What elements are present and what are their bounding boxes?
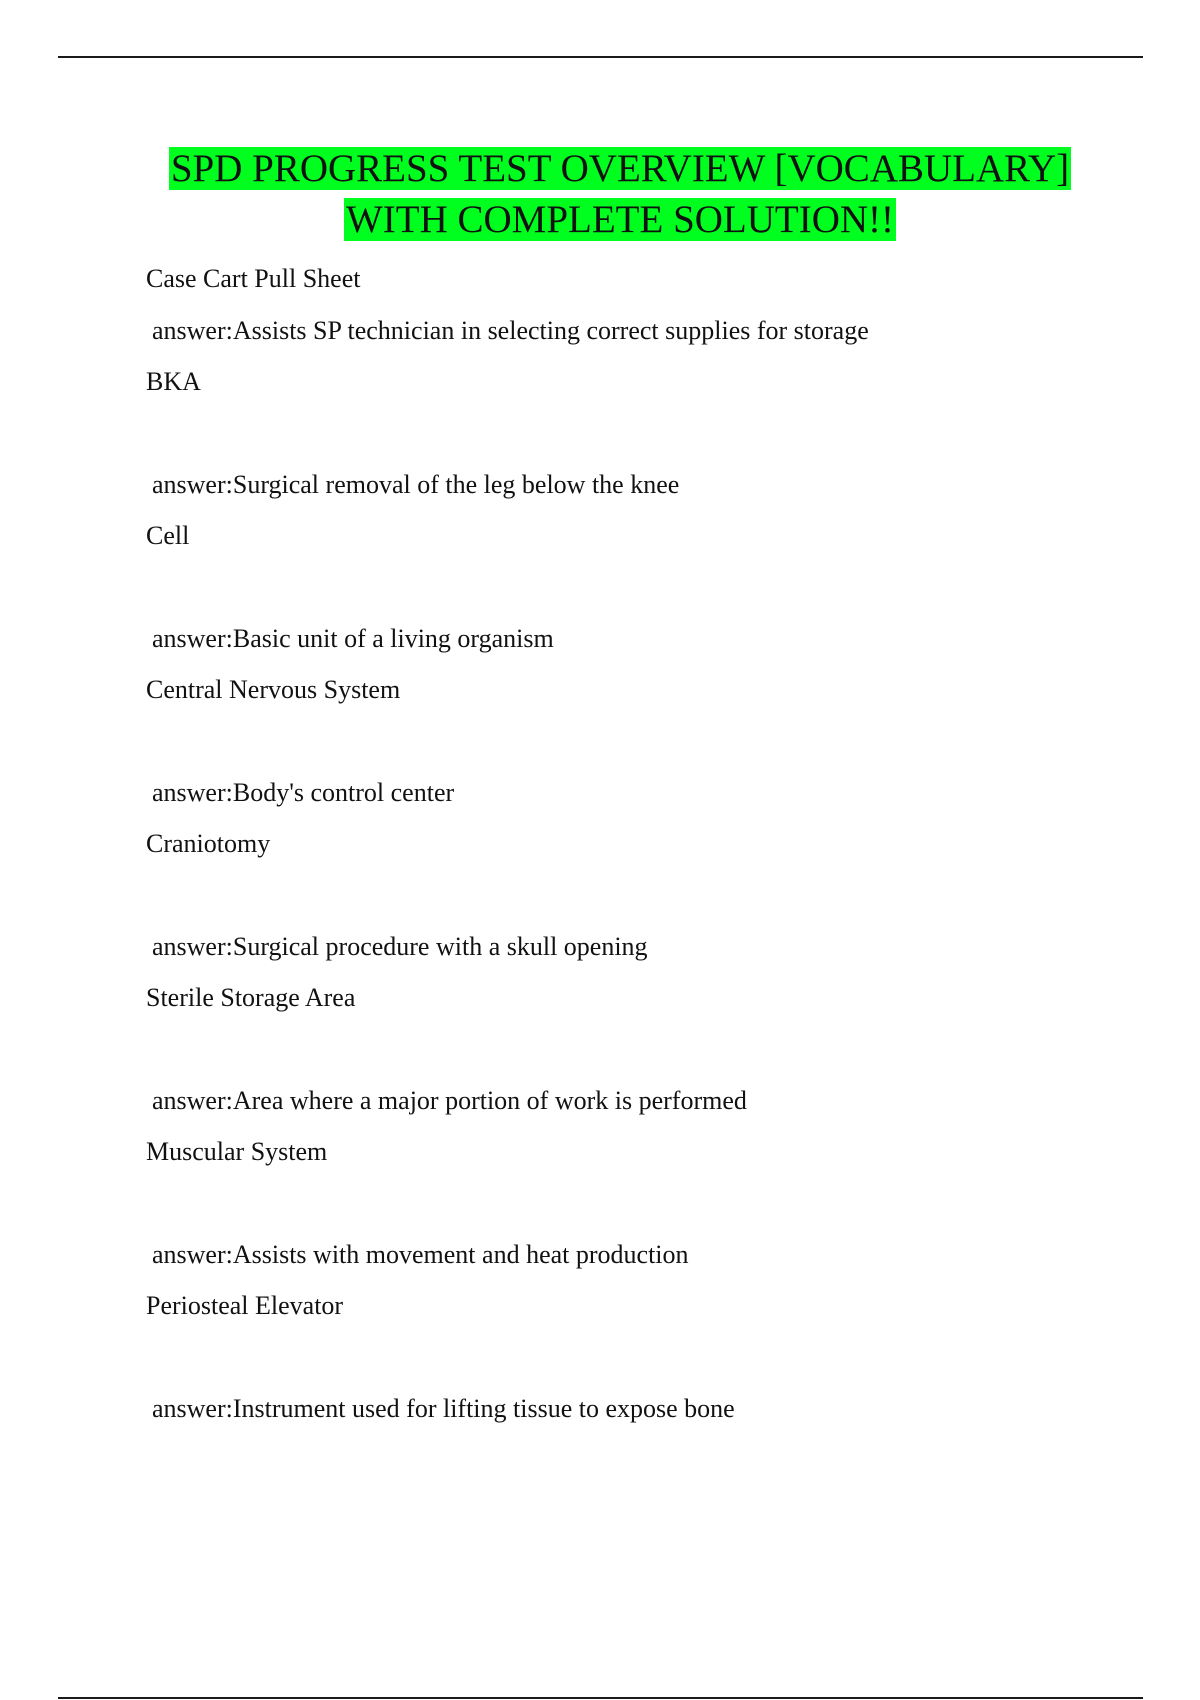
vocab-term: BKA <box>146 367 201 396</box>
vocabulary-list <box>146 258 1126 1439</box>
vocab-answer: answer:Basic unit of a living organism <box>152 624 554 653</box>
bottom-rule <box>58 1697 1143 1699</box>
vocab-term: Case Cart Pull Sheet <box>146 264 361 293</box>
vocab-term: Periosteal Elevator <box>146 1291 344 1320</box>
top-rule <box>58 56 1143 58</box>
vocab-answer: answer:Assists with movement and heat production <box>152 1240 689 1269</box>
vocab-answer: answer:Surgical removal of the leg below the knee <box>152 470 680 499</box>
vocab-answer: answer:Area where a major portion of work is performed <box>152 1086 747 1115</box>
vocab-answer: answer:Instrument used for lifting tissue to expose bone <box>152 1394 735 1423</box>
title-line-2: WITH COMPLETE SOLUTION!! <box>345 198 895 241</box>
vocab-term: Sterile Storage Area <box>146 983 356 1012</box>
vocab-answer: answer:Surgical procedure with a skull opening <box>152 932 648 961</box>
vocab-entry <box>146 1131 1126 1285</box>
vocab-entry <box>146 977 1126 1131</box>
vocab-term: Cell <box>146 521 190 550</box>
vocab-entry <box>146 258 1126 361</box>
vocab-answer: answer:Body's control center <box>152 778 455 807</box>
vocab-entry <box>146 361 1126 515</box>
vocab-entry <box>146 1285 1126 1439</box>
vocab-entry <box>146 669 1126 823</box>
vocab-term: Central Nervous System <box>146 675 401 704</box>
vocab-answer: answer:Assists SP technician in selecting correct supplies for storage <box>152 316 869 345</box>
document-title <box>140 143 1100 245</box>
vocab-entry <box>146 515 1126 669</box>
vocab-term: Muscular System <box>146 1137 328 1166</box>
title-line-1: SPD PROGRESS TEST OVERVIEW [VOCABULARY] <box>170 147 1070 190</box>
vocab-term: Craniotomy <box>146 829 271 858</box>
vocab-entry <box>146 823 1126 977</box>
